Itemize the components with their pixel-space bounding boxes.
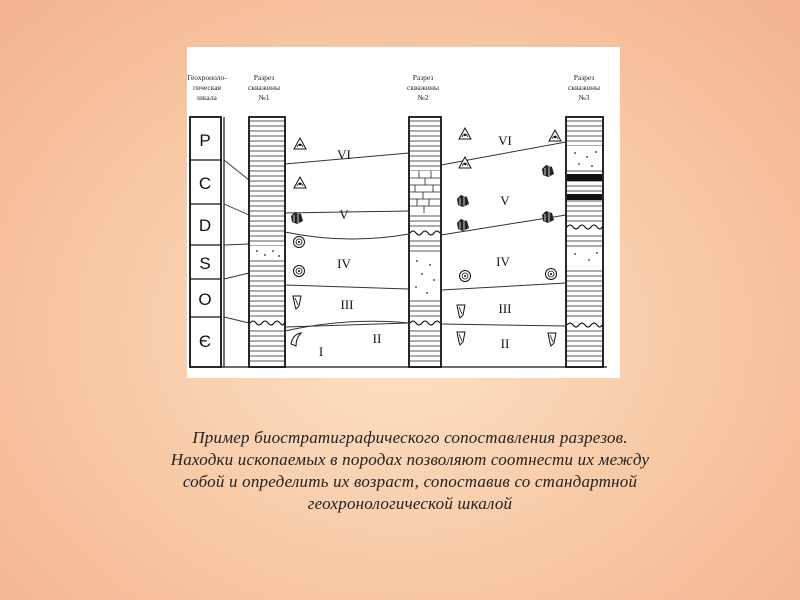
fossil-ammonite-icon: [294, 177, 306, 188]
header-scale-line3: шкала: [197, 93, 217, 102]
zone-left-II: II: [372, 331, 382, 346]
fossil-snail-icon: [460, 271, 471, 282]
header-well3-line1: Разрез: [573, 73, 595, 82]
well1-column: [249, 117, 285, 367]
fossil-trilobite-icon: [542, 165, 554, 177]
zone-right-IV: IV: [496, 254, 510, 269]
fossil-ammonite-icon: [459, 128, 471, 139]
scale-column: [190, 117, 221, 367]
header-well1-line2: скважины: [248, 83, 280, 92]
caption-line-4: геохронологической шкалой: [307, 494, 513, 513]
well3-column: [566, 117, 603, 367]
well2-column: [409, 117, 441, 367]
period-O: O: [198, 290, 212, 309]
period-C: C: [198, 174, 212, 193]
zone-left-IV: IV: [337, 256, 351, 271]
caption-line-1: Пример биостратиграфического сопоставления разрезов.: [192, 428, 628, 447]
header-scale-line1: Геохроноло-: [187, 73, 227, 82]
fossil-trilobite-icon: [542, 211, 554, 223]
header-well2-line3: №2: [417, 93, 429, 102]
fossil-trilobite-icon: [457, 219, 469, 231]
zone-left-V: V: [339, 207, 349, 222]
header-well3-line3: №3: [578, 93, 590, 102]
fossil-ammonite-icon: [294, 138, 306, 149]
zone-left-III: III: [340, 297, 354, 312]
header-well1-line1: Разрез: [253, 73, 275, 82]
fossil-tooth-icon: [293, 296, 301, 309]
header-well2-line1: Разрез: [412, 73, 434, 82]
caption: [60, 427, 760, 515]
fossil-tooth-icon: [457, 305, 465, 318]
zone-right-III: III: [498, 301, 512, 316]
caption-line-3: собой и определить их возраст, сопоставив со стандартной: [182, 472, 638, 491]
period-S: S: [199, 254, 211, 273]
fossil-trilobite-icon: [457, 195, 469, 207]
caption-line-2: Находки ископаемых в породах позволяют соотнести их между: [170, 450, 650, 469]
zone-right-V: V: [500, 193, 510, 208]
zone-left-VI: VI: [337, 147, 351, 162]
zone-right-II: II: [500, 336, 510, 351]
header-well3: [568, 73, 600, 102]
fossil-snail-icon: [294, 237, 305, 248]
fossil-snail-icon: [294, 266, 305, 277]
fossil-snail-icon: [546, 269, 557, 280]
fossil-ammonite-icon: [549, 130, 561, 141]
header-well2-line2: скважины: [407, 83, 439, 92]
fossil-ammonite-icon: [459, 157, 471, 168]
correlation-diagram: [187, 47, 620, 378]
period-D: D: [198, 216, 212, 235]
header-scale: [187, 73, 227, 102]
header-scale-line2: гическая: [192, 83, 222, 92]
zone-right-VI: VI: [498, 133, 512, 148]
fossil-horn-icon: [291, 333, 301, 346]
diagram-svg: [187, 47, 620, 378]
fossil-trilobite-icon: [291, 212, 303, 224]
scale-connectors: [224, 160, 249, 323]
header-well1-line3: №1: [258, 93, 270, 102]
fossil-tooth-icon: [457, 332, 465, 345]
period-P: P: [199, 131, 211, 150]
zone-left-I: I: [318, 344, 324, 359]
period-Cambrian: Є: [198, 332, 212, 351]
header-well3-line2: скважины: [568, 83, 600, 92]
header-well1: [248, 73, 280, 102]
header-well2: [407, 73, 439, 102]
fossil-tooth-icon: [548, 333, 556, 346]
